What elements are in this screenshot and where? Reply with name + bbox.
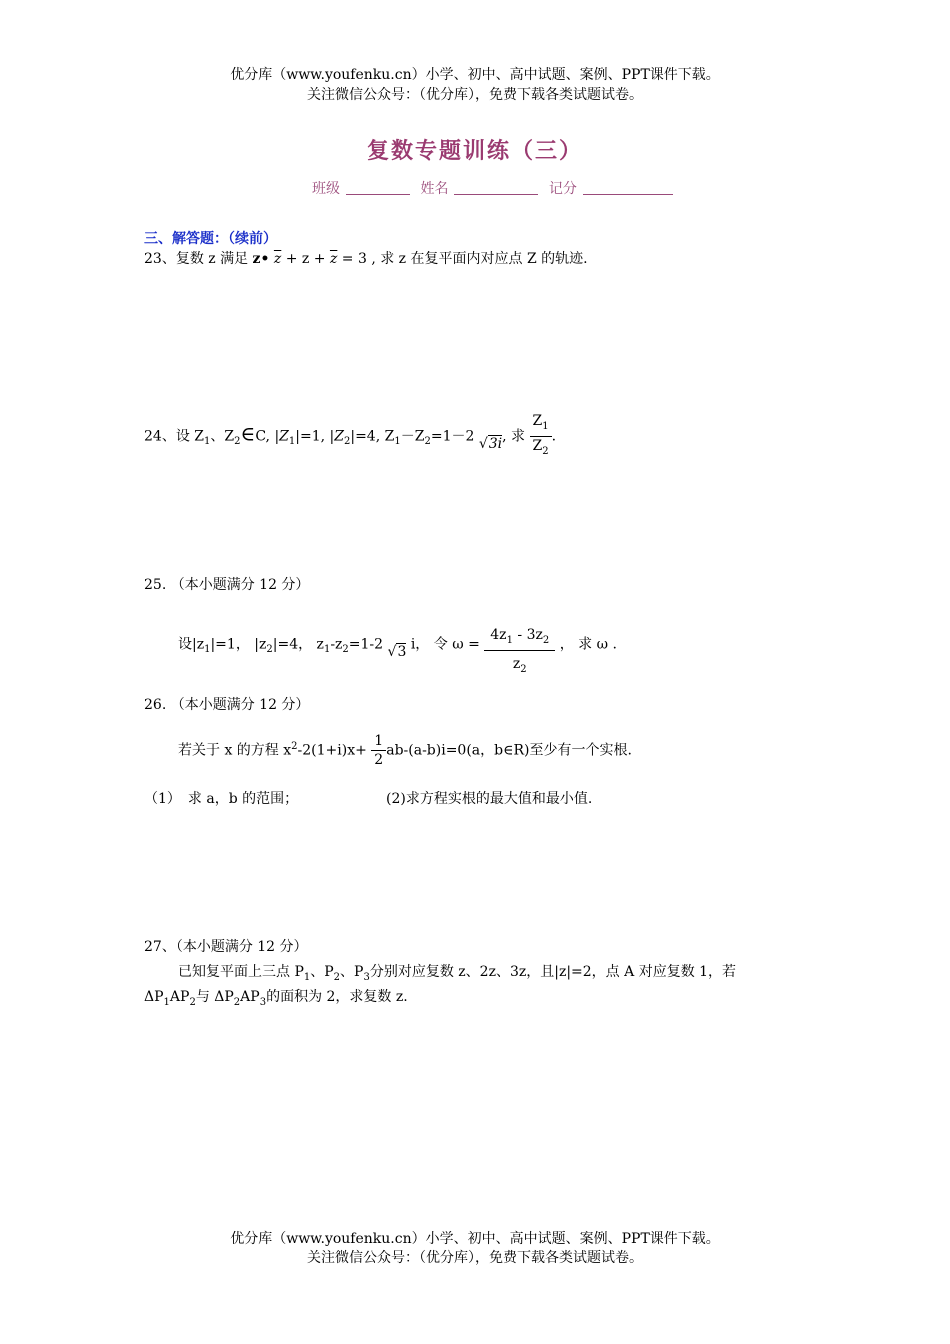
question-24	[144, 412, 556, 461]
q27-us2: 2	[189, 996, 196, 1008]
q26-t1: 若关于 x 的方程 x	[178, 742, 292, 759]
q24-in: ∈	[240, 421, 256, 446]
q24-abs1: |Z	[274, 428, 289, 445]
q25-t3: |=4， z	[272, 636, 324, 653]
q27-t3: 、P	[340, 964, 364, 980]
name-blank	[454, 180, 538, 195]
q25-t1: 设|z	[178, 636, 205, 653]
q25-num-mid: - 3z	[512, 627, 543, 643]
q27-us1: 1	[163, 996, 170, 1008]
q24-frac-den-sub: 2	[542, 445, 549, 457]
class-label: 班级	[312, 181, 340, 197]
q25-sqrt-value: 3	[397, 644, 407, 661]
q24-sqrt: √3i	[478, 436, 503, 453]
header-line-2: 关注微信公众号：（优分库），免费下载各类试题试卷。	[307, 87, 643, 103]
q27-t2: 、P	[310, 964, 334, 980]
q26-t2: -2(1+i)x+	[297, 742, 367, 759]
q25-fraction	[484, 626, 555, 679]
q24-diff-sub2: 2	[424, 436, 431, 448]
q24-z2-sub: 2	[234, 436, 241, 448]
q23-z: z	[252, 251, 261, 267]
question-23	[144, 250, 588, 268]
q24-z1: Z	[194, 428, 205, 445]
q24-fraction	[530, 412, 552, 461]
q26-part-2: (2)求方程实根的最大值和最小值.	[386, 791, 593, 807]
footer-line-2: 关注微信公众号：（优分库），免费下载各类试题试卷。	[307, 1250, 643, 1266]
q26-part-1: （1） 求 a，b 的范围；	[144, 791, 299, 807]
q26-frac-den: 2	[374, 752, 384, 768]
q26-fraction	[371, 732, 386, 769]
q26-t3: ab-(a-b)i=0(a，b∈R)至少有一个实根.	[386, 742, 632, 759]
q24-prefix: 24、设	[144, 428, 190, 445]
name-label: 姓名	[420, 181, 449, 197]
q24-diff: Z	[384, 428, 395, 445]
q24-end: .	[551, 428, 557, 445]
q27-u3: 与 ΔP	[195, 989, 234, 1005]
q23-eq: = 3 ,	[337, 251, 376, 267]
footer-line-1: 优分库（www.youfenku.cn）小学、初中、高中试题、案例、PPT课件下载。	[230, 1231, 720, 1247]
section-heading: 三、解答题：（续前）	[144, 231, 277, 247]
q25-num-sub1: 1	[506, 634, 513, 646]
question-26-head: 26. （本小题满分 12 分）	[144, 697, 310, 713]
q24-sqrt-value: 3i	[488, 436, 503, 453]
q24-rest: =1－2	[430, 428, 475, 445]
q24-frac-den: Z	[532, 437, 543, 454]
q27-t1: 已知复平面上三点 P	[178, 964, 304, 980]
q24-abs1-sub: 1	[288, 436, 296, 448]
q27-u1: ΔP	[144, 989, 164, 1005]
q24-frac-num: Z	[532, 413, 543, 429]
q25-end: ， 求 ω .	[559, 636, 617, 653]
q24-minus: －Z	[400, 428, 425, 445]
score-label: 记分	[548, 181, 577, 197]
q24-diff-sub1: 1	[394, 436, 401, 448]
q24-sep: 、	[210, 428, 225, 445]
question-25	[178, 618, 617, 675]
q24-ask: , 求	[502, 428, 526, 445]
info-line	[312, 178, 679, 198]
q25-t4: -z	[330, 636, 343, 653]
q25-t6: i， 令 ω =	[410, 636, 480, 653]
question-26	[178, 732, 632, 769]
q23-after: 求 z 在复平面内对应点 Z 的轨迹.	[375, 251, 588, 267]
q23-zbar-2: $\overline{z}$	[329, 251, 338, 267]
q24-z2: Z	[224, 428, 235, 445]
question-27-line-2	[144, 988, 408, 1012]
q26-frac-num: 1	[371, 732, 386, 751]
q25-s2: 2	[266, 644, 273, 656]
header-line-1: 优分库（www.youfenku.cn）小学、初中、高中试题、案例、PPT课件下载。	[230, 67, 720, 83]
q27-u5: 的面积为 2，求复数 z.	[266, 989, 408, 1005]
q24-abs2-end: |=4,	[350, 428, 381, 445]
q25-s3: 1	[323, 644, 331, 656]
q24-frac-num-sub: 1	[542, 420, 549, 432]
q27-s2: 2	[333, 971, 341, 983]
page-title: 复数专题训练（三）	[366, 138, 583, 164]
q25-t5: =1-2	[348, 636, 384, 653]
q23-dot: •	[260, 251, 270, 267]
q24-abs1-end: |=1,	[295, 428, 326, 445]
q25-s4: 2	[342, 644, 349, 656]
question-25-head: 25. （本小题满分 12 分）	[144, 577, 310, 593]
class-blank	[346, 180, 410, 195]
q24-abs2: |Z	[329, 428, 344, 445]
q24-c: C,	[255, 428, 270, 445]
q24-z1-sub: 1	[204, 436, 211, 448]
q27-us4: 3	[259, 996, 267, 1008]
q25-sqrt: √3	[387, 644, 407, 661]
q26-sup: 2	[291, 740, 298, 752]
q25-t2: |=1， |z	[210, 636, 267, 653]
q25-den: z	[512, 655, 521, 672]
q27-u2: AP	[169, 989, 190, 1005]
q25-num-sub2: 2	[542, 634, 550, 646]
q23-plus: + z +	[281, 251, 330, 267]
question-27-head: 27、（本小题满分 12 分）	[144, 939, 308, 955]
q25-den-sub: 2	[520, 663, 527, 675]
q27-s1: 1	[303, 971, 311, 983]
q24-abs2-sub: 2	[343, 436, 351, 448]
question-27-line-1	[178, 963, 736, 987]
q27-t4: 分别对应复数 z、2z、3z，且|z|=2，点 A 对应复数 1，若	[369, 964, 737, 980]
q23-text: 23、复数 z 满足	[144, 251, 249, 267]
q25-num: 4z	[490, 627, 507, 643]
q27-us3: 2	[233, 996, 241, 1008]
score-blank	[583, 180, 673, 195]
q27-u4: AP	[240, 989, 260, 1005]
q25-s1: 1	[204, 644, 211, 656]
q23-zbar: $\overline{z}$	[273, 251, 282, 267]
q27-s3: 3	[363, 971, 370, 983]
